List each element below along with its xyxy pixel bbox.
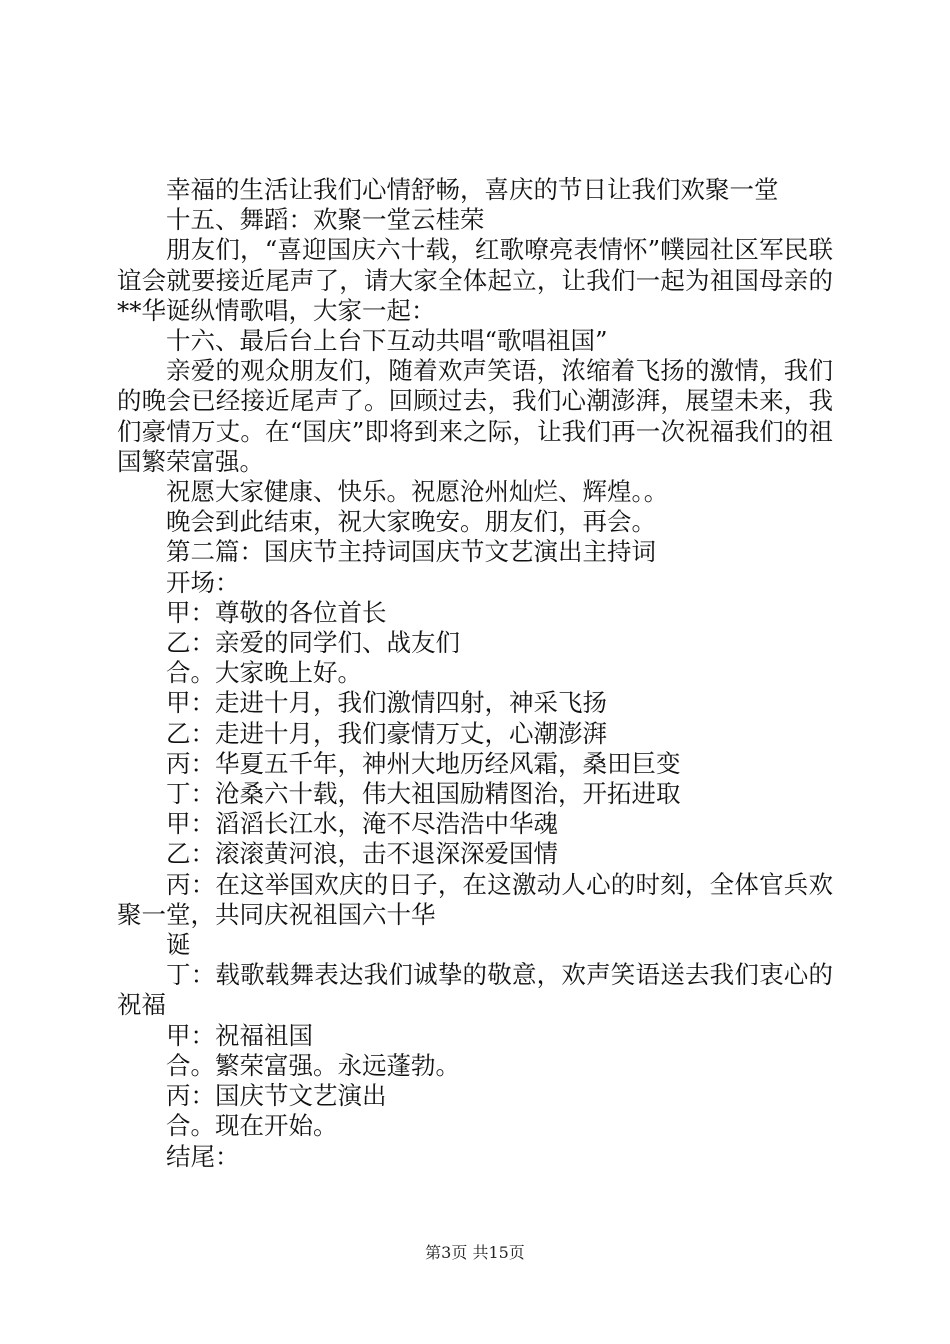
- chapter-title: 第二篇：国庆节主持词国庆节文艺演出主持词: [166, 537, 656, 567]
- dialogue-line: 合。现在开始。: [166, 1111, 338, 1141]
- dialogue-line: 丙：在这举国欢庆的日子，在这激动人心的时刻，全体官兵欢聚一堂，共同庆祝祖国六十华: [117, 869, 833, 929]
- dialogue-line: 乙：滚滚黄河浪，击不退深深爱国情: [166, 839, 558, 869]
- dialogue-line: 诞: [166, 930, 191, 960]
- dialogue-line: 甲：滔滔长江水，淹不尽浩浩中华魂: [166, 809, 558, 839]
- paragraph: 晚会到此结束，祝大家晚安。朋友们，再会。: [166, 507, 656, 537]
- section-heading: 十六、最后台上台下互动共唱“歌唱祖国”: [166, 326, 608, 356]
- section-heading: 开场：: [166, 567, 240, 597]
- document-body: [117, 175, 833, 1172]
- paragraph: 亲爱的观众朋友们，随着欢声笑语，浓缩着飞扬的激情，我们的晚会已经接近尾声了。回顾过去，我们心潮澎湃，展望未来，我们豪情万丈。在“国庆”即将到来之际，让我们再一次祝福我们的祖国繁荣富强。: [117, 356, 833, 476]
- dialogue-line: 乙：走进十月，我们豪情万丈，心潮澎湃: [166, 718, 607, 748]
- dialogue-line: 丙：华夏五千年，神州大地历经风霜，桑田巨变: [166, 748, 681, 778]
- dialogue-line: 丙：国庆节文艺演出: [166, 1081, 387, 1111]
- paragraph: 朋友们，“喜迎国庆六十载，红歌嘹亮表情怀”幞园社区军民联谊会就要接近尾声了，请大家全体起立，让我们一起为祖国母亲的**华诞纵情歌唱，大家一起：: [117, 235, 833, 325]
- page-number-footer: 第3页 共15页: [425, 1243, 525, 1262]
- dialogue-line: 合。大家晚上好。: [166, 658, 362, 688]
- dialogue-line: 甲：尊敬的各位首长: [166, 597, 387, 627]
- paragraph: 祝愿大家健康、快乐。祝愿沧州灿烂、辉煌。。: [166, 477, 669, 507]
- dialogue-line: 合。繁荣富强。永远蓬勃。: [166, 1050, 460, 1080]
- dialogue-line: 甲：祝福祖国: [166, 1020, 313, 1050]
- paragraph: 幸福的生活让我们心情舒畅，喜庆的节日让我们欢聚一堂: [166, 175, 779, 204]
- dialogue-line: 甲：走进十月，我们激情四射，神采飞扬: [166, 688, 607, 718]
- dialogue-line: 丁：沧桑六十载，伟大祖国励精图治，开拓进取: [166, 779, 681, 809]
- dialogue-line: 乙：亲爱的同学们、战友们: [166, 628, 460, 658]
- dialogue-line: 丁：载歌载舞表达我们诚挚的敬意，欢声笑语送去我们衷心的祝福: [117, 960, 833, 1020]
- section-heading: 十五、舞蹈：欢聚一堂云桂荣: [166, 205, 485, 235]
- section-heading: 结尾：: [166, 1141, 240, 1171]
